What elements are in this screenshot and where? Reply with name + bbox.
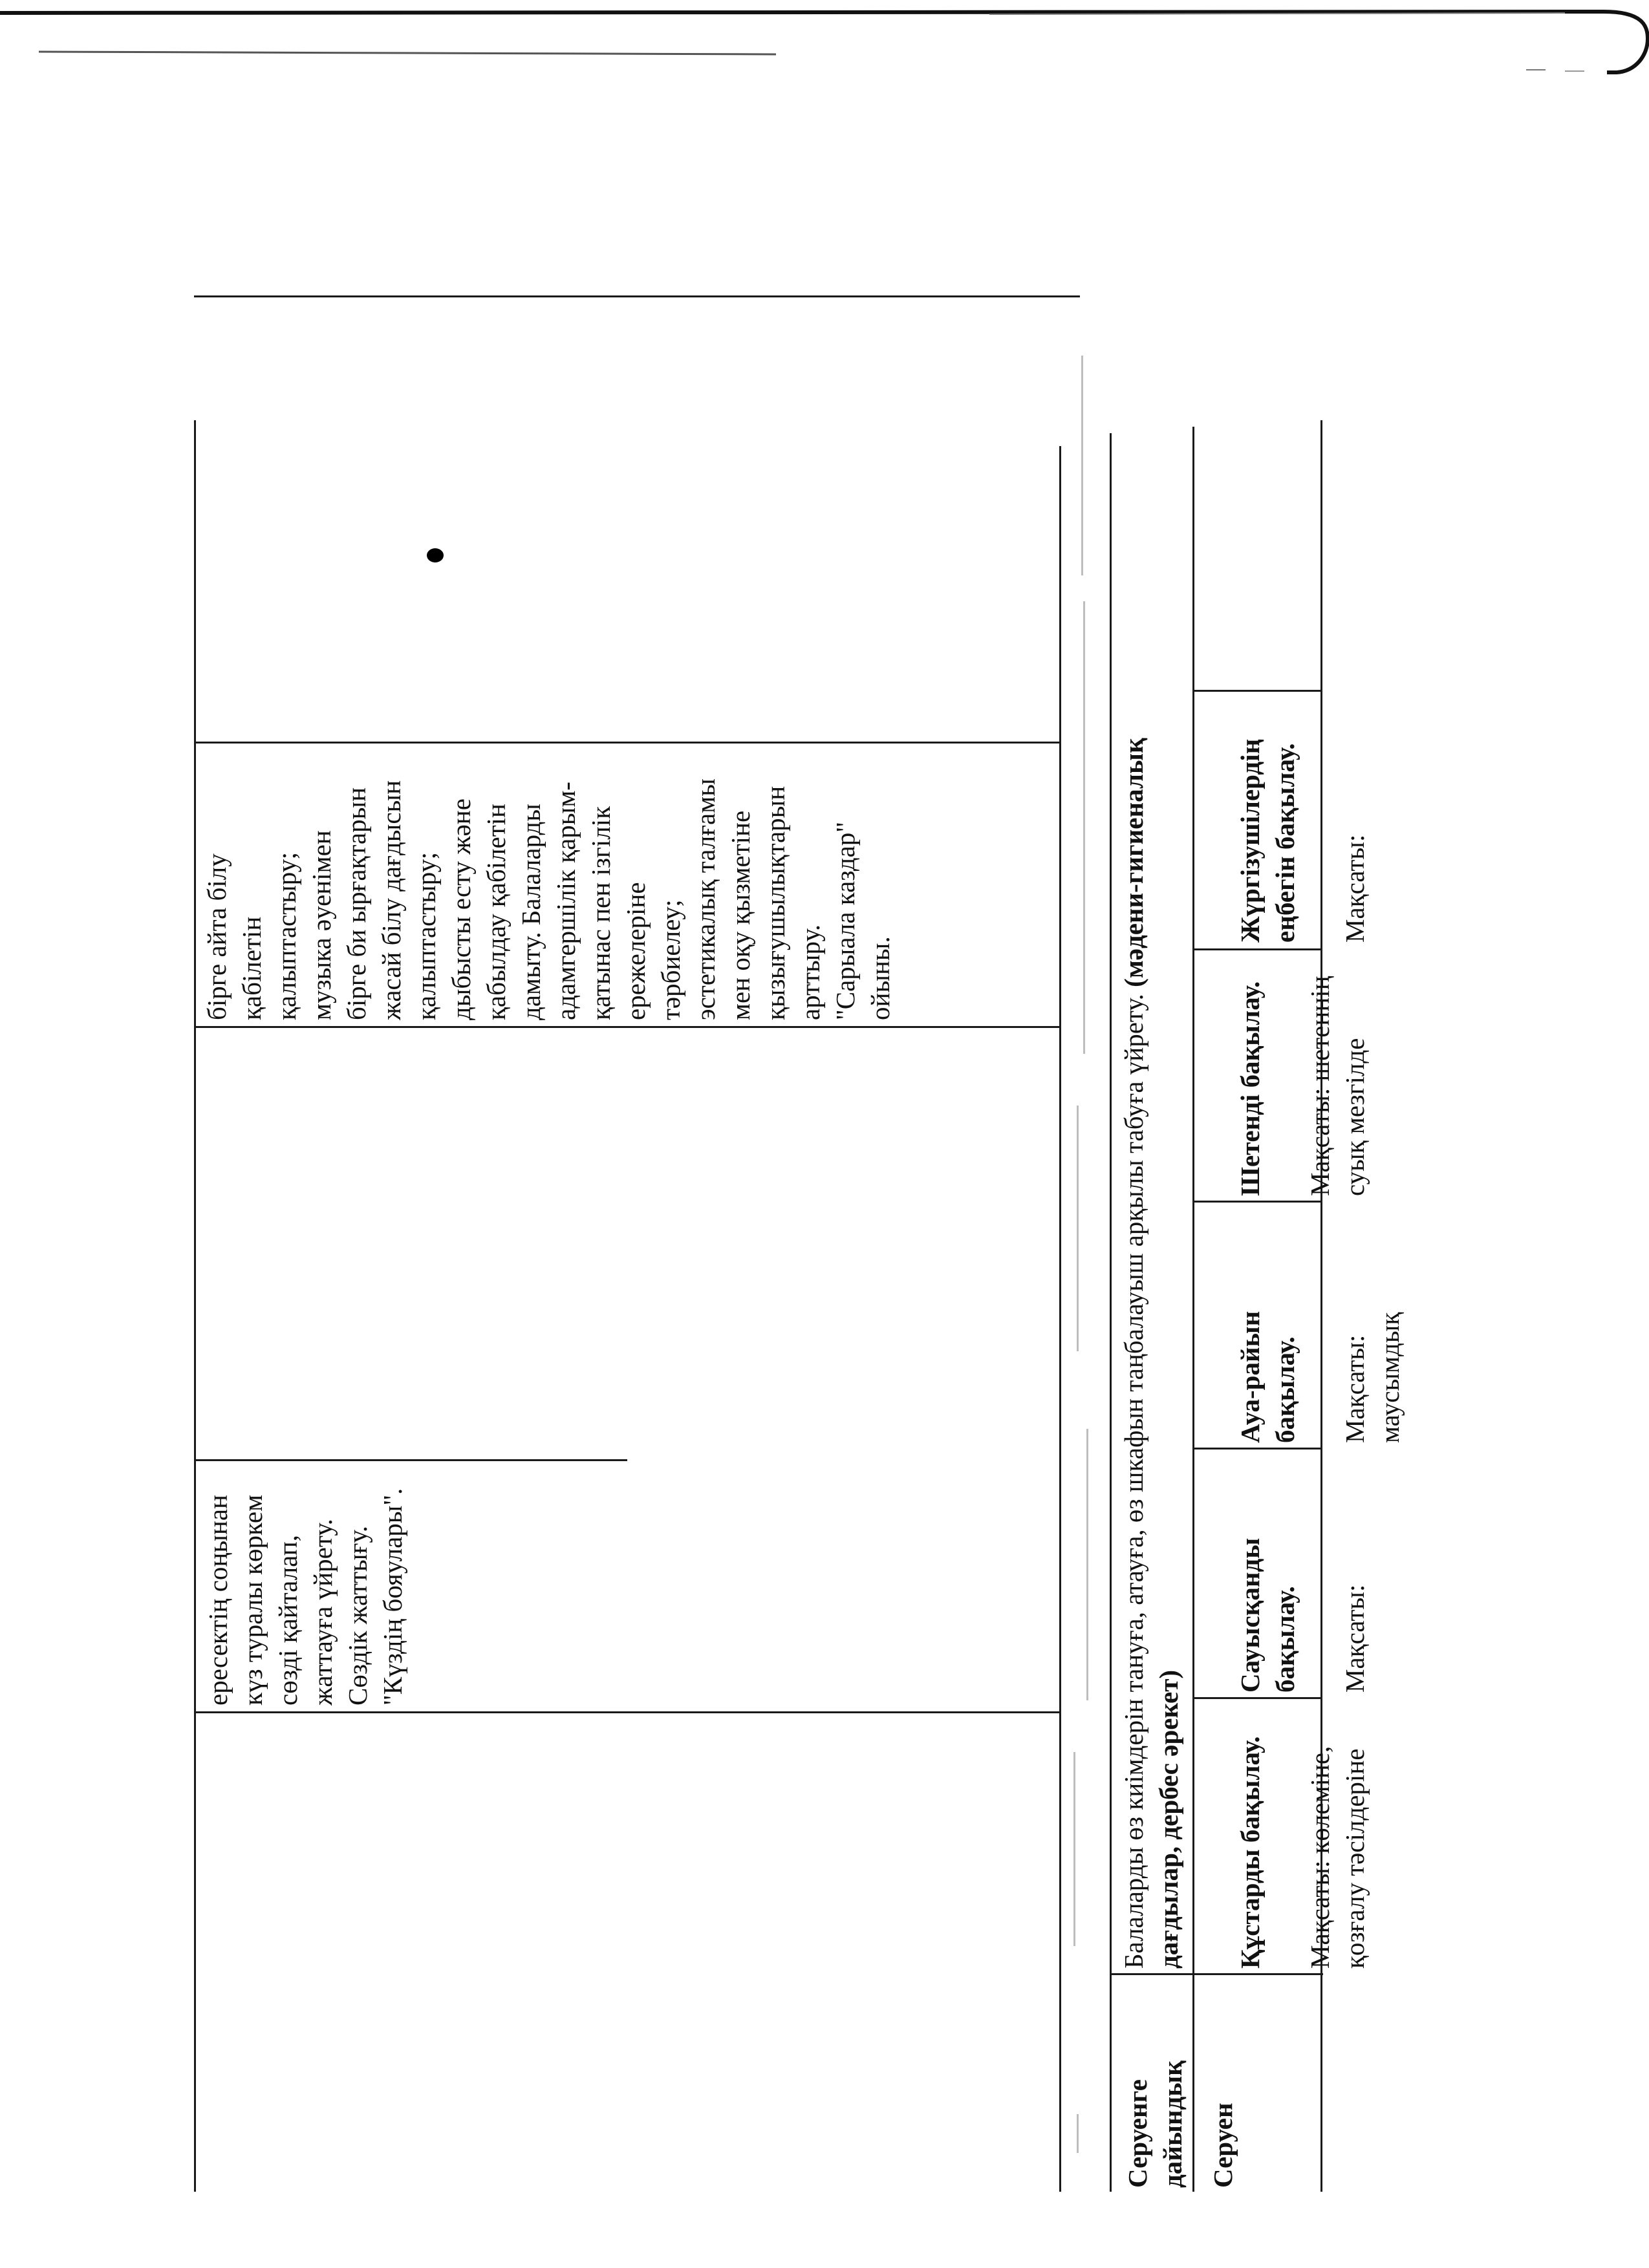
ink-dot (427, 548, 444, 562)
activity-text-col4: бірге айта білу қабілетін қалыптастыру; музыка әуенімен бірге би ырғақтарын жасай білу дағдысын қалыптастыру; дыбысты есту және қабылдау қабілетін дамыту. Балаларды адамгершілік қарым- қатынас пен ізгілік ережелеріне тәрбиелеу; эстетикалық талғамы мен оқу қызметіне қызығушылықтарын арттыру. "Сарыала каздар" ойыны. (202, 778, 895, 1020)
table-line (194, 420, 196, 2192)
scan-speck (1077, 1106, 1079, 1351)
walk-col-drivers (1198, 690, 1407, 943)
walk-prep-label: Серуенге дайындық (1123, 2060, 1187, 2188)
scan-speck (1073, 1752, 1075, 1946)
walk-label: Серуен (1208, 2102, 1238, 2188)
walk-col-title: Сауысқанды бақылау. (1235, 1537, 1300, 1693)
walk-col-title: Құстарды бақылау. (1235, 1736, 1265, 1969)
table-line (1059, 446, 1061, 2192)
walk-prep-text (1116, 301, 1186, 1969)
walk-prep-plain: Балаларды өз киімдерін тануға, атауға, өз шкафын таңбалауыш арқылы табуға үйрету. (1119, 994, 1148, 1969)
table-line (1110, 433, 1112, 2192)
walk-col-body: Мақсаты: көлеміне, қозғалу тәсілдеріне (1305, 1746, 1370, 1969)
table-line (194, 1026, 1061, 1028)
table-line (194, 742, 1061, 744)
scan-speck (1077, 2114, 1079, 2153)
walk-prep-bold-2: дағдылар, дербес әрекет) (1154, 1669, 1183, 1969)
scan-edge-artifact (0, 0, 1649, 97)
scan-speck (1081, 356, 1083, 575)
walk-col-body: Мақсаты: (1340, 834, 1370, 943)
walk-col-title: Жүргізушілердің еңбегін бақылау. (1235, 738, 1300, 943)
scan-speck (1086, 1429, 1088, 1700)
walk-col-body: Мақсаты: шетеннің суық мезгілде (1305, 976, 1370, 1196)
table-line (194, 295, 1080, 297)
walk-col-body: Мақсаты: маусымдық (1340, 1312, 1405, 1443)
walk-col-rowan (1198, 950, 1407, 1196)
scan-speck (1083, 601, 1085, 1054)
walk-col-body: Мақсаты: (1340, 1584, 1370, 1693)
table-line (194, 1711, 1061, 1713)
walk-col-birds (1198, 1700, 1407, 1969)
table-line (1192, 1697, 1322, 1699)
walk-col-weather (1198, 1203, 1442, 1443)
plan-table (181, 252, 1442, 2192)
walk-col-magpie (1198, 1452, 1407, 1693)
walk-col-title: Ауа-райын бақылау. (1235, 1311, 1300, 1443)
walk-col-title: Шетенді бақылау. (1235, 981, 1265, 1196)
table-line (1192, 1448, 1322, 1450)
walk-prep-bold-1: (мәдени-гигиеналық (1119, 738, 1148, 987)
rotated-page (181, 252, 1442, 2192)
activity-text-col2: ересектің соңынан күз туралы көркем сөзді қайталап, жаттауға үйрету. Сөздік жаттығу. "Күздің бояулары". (203, 1488, 407, 1706)
